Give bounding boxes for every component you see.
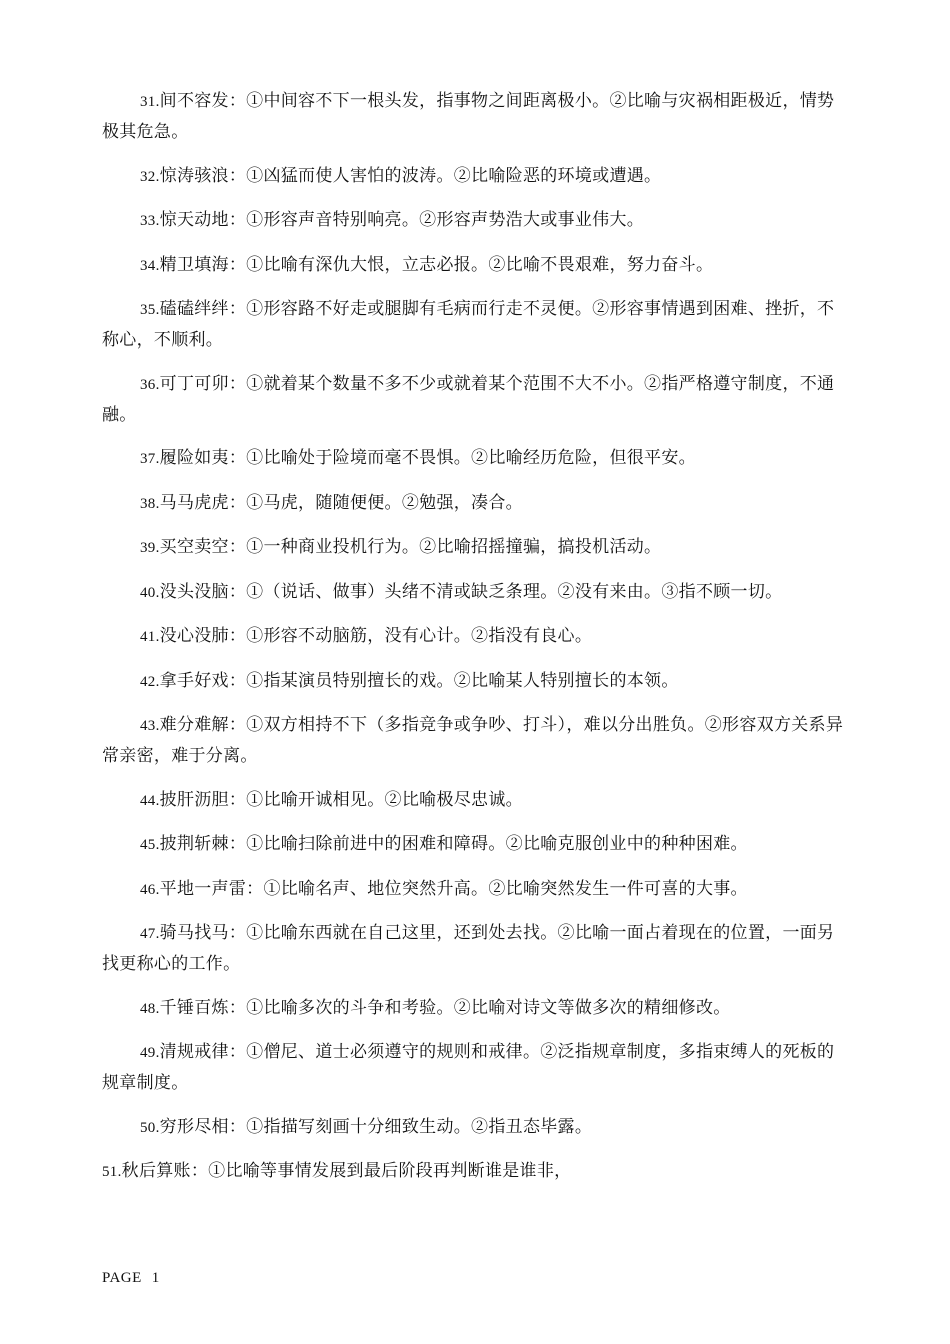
list-item [102, 1112, 844, 1143]
item-number: 44. [140, 792, 160, 809]
idiom-term: 披肝沥胆 [159, 789, 229, 810]
item-number: 51. [102, 1164, 122, 1180]
list-item [102, 621, 844, 652]
idiom-definition: ：①中间容不下一根头发，指事物之间距离极小。②比喻与灾祸相距极近，情势极其危急。 [102, 91, 835, 142]
idiom-definition: ：①僧尼、道士必须遵守的规则和戒律。②泛指规章制度，多指束缚人的死板的规章制度。 [102, 1042, 835, 1093]
idiom-definition: ：①比喻名声、地位突然升高。②比喻突然发生一件可喜的大事。 [246, 878, 748, 899]
idiom-term: 间不容发 [159, 91, 229, 111]
idiom-definition: ：①形容不动脑筋，没有心计。②指没有良心。 [228, 626, 593, 646]
list-item [102, 161, 844, 192]
idiom-definition: ：①形容路不好走或腿脚有毛病而行走不灵便。②形容事情遇到困难、挫折，不称心，不顺利。 [102, 299, 835, 350]
idiom-definition: ：①比喻有深仇大恨，立志必报。②比喻不畏艰难，努力奋斗。 [228, 254, 714, 275]
idiom-definition: ：①比喻等事情发展到最后阶段再判断谁是谁非， [190, 1161, 572, 1181]
item-number: 42. [140, 673, 160, 690]
idiom-term: 没心没肺 [159, 626, 229, 646]
idiom-term: 难分难解 [159, 715, 229, 735]
idiom-term: 磕磕绊绊 [159, 299, 229, 319]
item-number: 35. [140, 302, 160, 318]
idiom-term: 马马虎虎 [159, 492, 229, 513]
list-item [102, 250, 844, 281]
page-footer [102, 1270, 160, 1287]
idiom-definition: ：①（说话、做事）头绪不清或缺乏条理。②没有来由。③指不顾一切。 [228, 581, 783, 602]
item-number: 31. [140, 94, 160, 110]
idiom-term: 拿手好戏 [159, 670, 229, 691]
list-item [102, 532, 844, 563]
list-item [102, 1156, 844, 1187]
list-item [102, 785, 844, 816]
item-number: 45. [140, 837, 160, 853]
idiom-term: 惊天动地 [159, 210, 229, 230]
idiom-term: 清规戒律 [159, 1042, 229, 1062]
idiom-definition: ：①就着某个数量不多不少或就着某个范围不大不小。②指严格遵守制度，不通融。 [102, 373, 835, 425]
item-number: 40. [140, 584, 160, 601]
item-number: 33. [140, 213, 160, 229]
idiom-definition: ：①比喻处于险境而毫不畏惧。②比喻经历危险，但很平安。 [228, 448, 696, 468]
list-item [102, 874, 844, 905]
item-number: 50. [140, 1119, 160, 1136]
item-number: 37. [140, 451, 160, 467]
idiom-definition: ：①比喻多次的斗争和考验。②比喻对诗文等做多次的精细修改。 [228, 997, 731, 1018]
list-item [102, 294, 844, 355]
idiom-term: 平地一声雷 [159, 878, 247, 899]
idiom-term: 惊涛骇浪 [159, 165, 229, 186]
list-item [102, 918, 844, 979]
item-number: 47. [140, 926, 160, 942]
item-number: 48. [140, 1000, 160, 1017]
idiom-list [102, 86, 844, 1201]
idiom-definition: ：①指描写刻画十分细致生动。②指丑态毕露。 [228, 1116, 593, 1137]
idiom-term: 千锤百炼 [159, 997, 229, 1018]
list-item [102, 1037, 844, 1098]
idiom-term: 精卫填海 [159, 254, 229, 275]
item-number: 38. [140, 495, 160, 512]
item-number: 43. [140, 718, 160, 734]
item-number: 49. [140, 1045, 160, 1061]
idiom-definition: ：①形容声音特别响亮。②形容声势浩大或事业伟大。 [228, 210, 645, 230]
idiom-term: 披荆斩棘 [159, 834, 229, 854]
item-number: 32. [140, 168, 160, 185]
list-item [102, 577, 844, 608]
list-item [102, 86, 844, 147]
list-item [102, 666, 844, 697]
item-number: 36. [140, 376, 160, 393]
idiom-term: 秋后算账 [121, 1161, 191, 1181]
list-item [102, 829, 844, 860]
idiom-definition: ：①双方相持不下（多指竞争或争吵、打斗），难以分出胜负。②形容双方关系异常亲密，难于分离。 [102, 715, 844, 766]
idiom-term: 买空卖空 [159, 537, 229, 557]
page-label: PAGE [102, 1270, 142, 1286]
item-number: 41. [140, 629, 160, 645]
idiom-definition: ：①指某演员特别擅长的戏。②比喻某人特别擅长的本领。 [228, 670, 679, 691]
idiom-definition: ：①凶猛而使人害怕的波涛。②比喻险恶的环境或遭遇。 [228, 165, 662, 186]
item-number: 46. [140, 881, 160, 898]
item-number: 34. [140, 257, 160, 274]
idiom-term: 履险如夷 [159, 448, 229, 468]
idiom-definition: ：①比喻开诚相见。②比喻极尽忠诚。 [228, 789, 523, 810]
idiom-definition: ：①比喻扫除前进中的困难和障碍。②比喻克服创业中的种种困难。 [228, 834, 748, 854]
list-item [102, 710, 844, 771]
item-number: 39. [140, 540, 160, 556]
idiom-definition: ：①马虎，随随便便。②勉强，凑合。 [228, 492, 523, 513]
list-item [102, 443, 844, 474]
idiom-definition: ：①比喻东西就在自己这里，还到处去找。②比喻一面占着现在的位置，一面另找更称心的工作。 [102, 923, 835, 974]
page-number: 1 [151, 1270, 160, 1286]
list-item [102, 488, 844, 519]
list-item [102, 369, 844, 430]
idiom-term: 骑马找马 [159, 923, 229, 943]
idiom-term: 可丁可卯 [159, 373, 229, 394]
idiom-term: 没头没脑 [159, 581, 229, 602]
list-item [102, 993, 844, 1024]
list-item [102, 205, 844, 236]
idiom-definition: ：①一种商业投机行为。②比喻招摇撞骗，搞投机活动。 [228, 537, 662, 557]
idiom-term: 穷形尽相 [159, 1116, 229, 1137]
